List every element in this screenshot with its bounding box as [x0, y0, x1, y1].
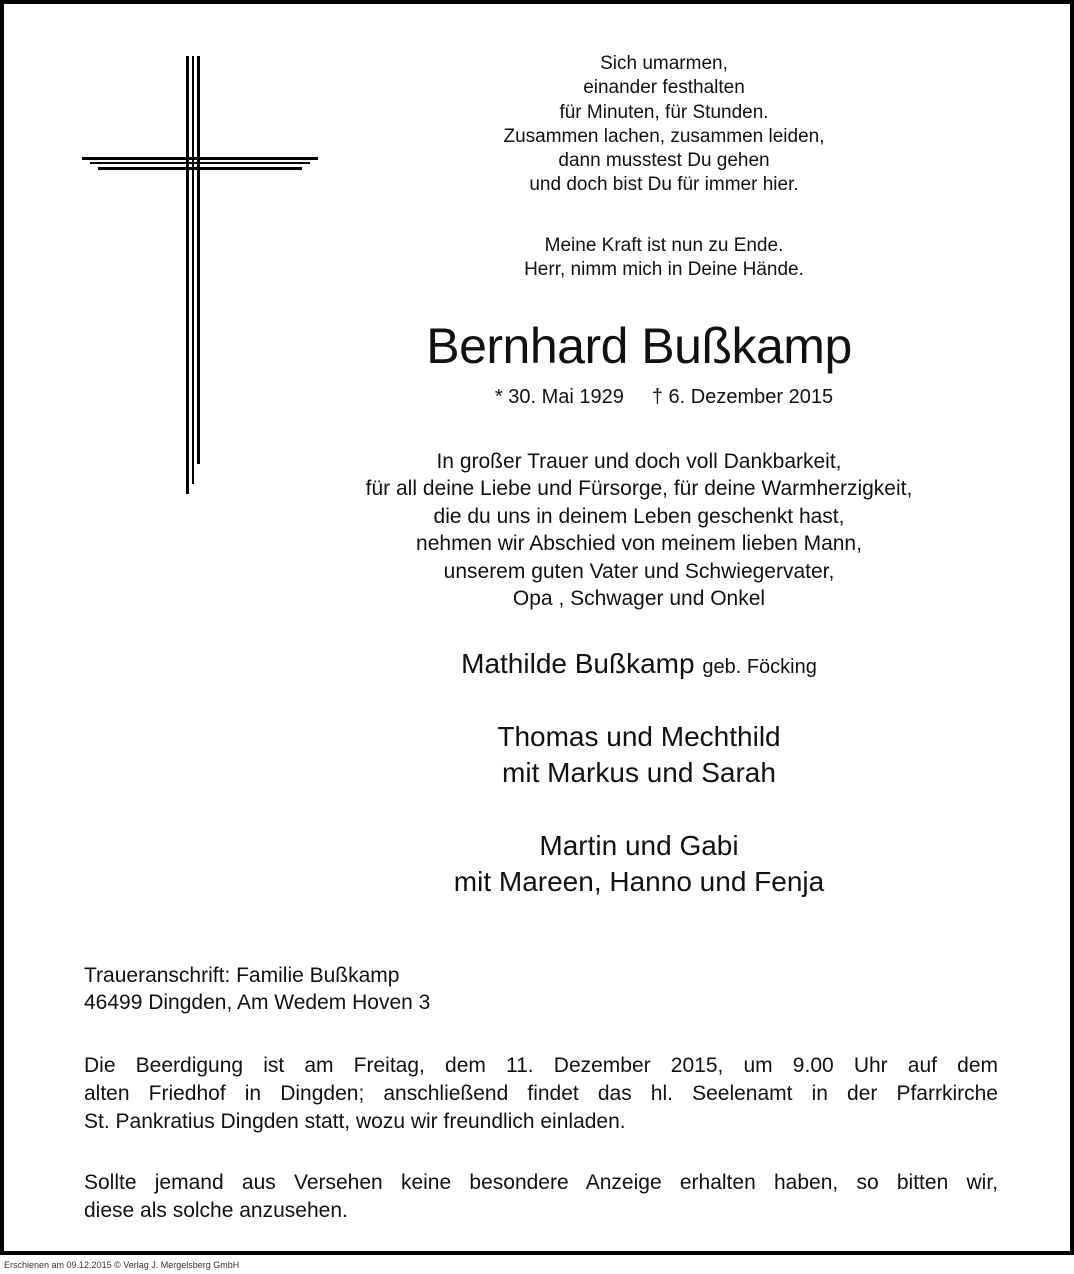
address-line: Traueranschrift: Familie Bußkamp	[84, 964, 400, 987]
family-line: mit Markus und Sarah	[502, 757, 776, 788]
notice-line: Sollte jemand aus Versehen keine besondere Anzeige erhalten haben, so bitten wir,	[84, 1171, 998, 1194]
poem-line: Herr, nimm mich in Deine Hände.	[524, 259, 804, 281]
family-line: Thomas und Mechthild	[497, 721, 781, 752]
poem-line: Zusammen lachen, zusammen leiden,	[503, 125, 825, 147]
funeral-line: St. Pankratius Dingden statt, wozu wir freundlich einladen.	[84, 1110, 626, 1133]
address-line: 46499 Dingden, Am Wedem Hoven 3	[84, 991, 431, 1014]
poem-stanza-1	[334, 52, 994, 198]
funeral-info	[84, 1052, 998, 1136]
poem-line: dann musstest Du gehen	[558, 150, 770, 172]
family-group-1	[264, 719, 1014, 791]
mourning-text	[264, 448, 1014, 612]
birth-date: * 30. Mai 1929	[494, 386, 624, 408]
poem-line: einander festhalten	[583, 77, 745, 99]
life-dates	[334, 384, 994, 410]
notice-info	[84, 1169, 998, 1225]
mourning-line: die du uns in deinem Leben geschenkt hast,	[433, 504, 845, 528]
mourning-line: unserem guten Vater und Schwiegervater,	[443, 559, 835, 583]
mourning-line: nehmen wir Abschied von meinem lieben Mann,	[416, 532, 862, 556]
death-date: † 6. Dezember 2015	[651, 386, 834, 408]
widow-birth-name: geb. Föcking	[702, 656, 817, 678]
deceased-name: Bernhard Bußkamp	[426, 318, 852, 374]
poem-line: für Minuten, für Stunden.	[559, 101, 769, 123]
cross-icon	[82, 56, 318, 494]
publication-footer: Erschienen am 09.12.2015 © Verlag J. Mergelsberg GmbH	[4, 1260, 240, 1270]
family-line: mit Mareen, Hanno und Fenja	[453, 866, 825, 897]
funeral-line: Die Beerdigung ist am Freitag, dem 11. Dezember 2015, um 9.00 Uhr auf dem	[84, 1054, 998, 1077]
mourning-line: In großer Trauer und doch voll Dankbarkeit,	[436, 450, 842, 473]
mourning-line: für all deine Liebe und Fürsorge, für deine Warmherzigkeit,	[365, 477, 913, 501]
mourning-address	[84, 962, 430, 1016]
poem-line: und doch bist Du für immer hier.	[529, 174, 799, 196]
widow-name: Mathilde Bußkamp	[461, 648, 695, 679]
poem-line: Meine Kraft ist nun zu Ende.	[544, 235, 784, 256]
family-line: Martin und Gabi	[539, 830, 739, 861]
family-group-2	[264, 828, 1014, 900]
widow	[264, 646, 1014, 685]
poem-stanza-2	[334, 234, 994, 283]
mourning-line: Opa , Schwager und Onkel	[512, 587, 766, 611]
poem-line: Sich umarmen,	[600, 53, 728, 74]
notice-line: diese als solche anzusehen.	[84, 1199, 348, 1222]
funeral-line: alten Friedhof in Dingden; anschließend findet das hl. Seelenamt in der Pfarrkirche	[84, 1082, 998, 1105]
